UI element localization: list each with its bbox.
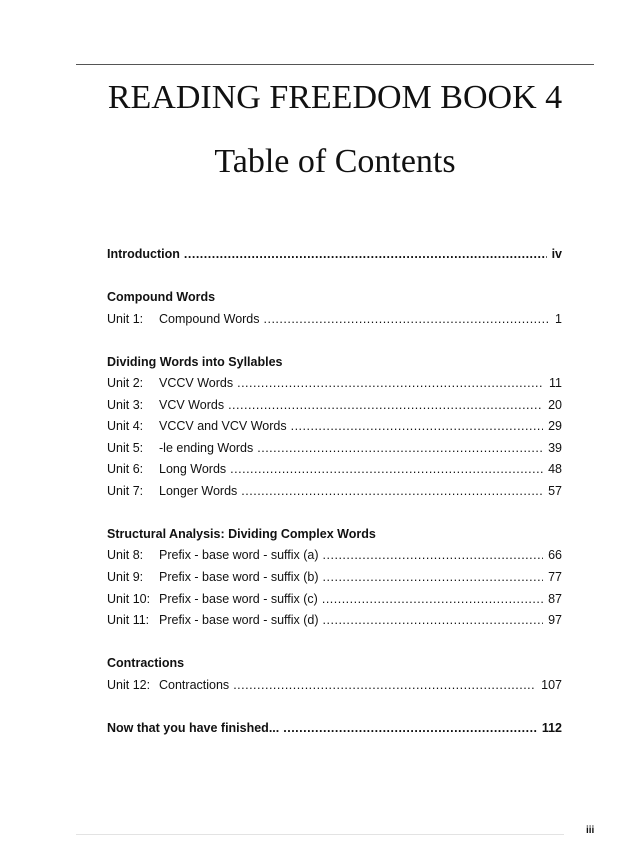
entry-page: 57: [548, 484, 562, 498]
entry-unit: Unit 5:: [107, 441, 144, 455]
entry-page: 29: [548, 419, 562, 433]
entry-title: Prefix - base word - suffix (d): [159, 613, 319, 627]
section-heading: Compound Words: [107, 290, 216, 304]
toc-entry: [107, 397, 562, 413]
toc-entry-introduction: [107, 246, 562, 262]
section-heading: Contractions: [107, 656, 185, 670]
toc-heading: Table of Contents: [214, 143, 456, 180]
toc-entry: [107, 418, 562, 434]
page-number: iii: [586, 825, 595, 836]
entry-page: 11: [549, 376, 562, 390]
entry-unit: Unit 8:: [107, 548, 144, 562]
dot-leader: [228, 397, 543, 413]
bottom-rule: [76, 834, 564, 835]
entry-unit: Unit 9:: [107, 570, 144, 584]
dot-leader: [184, 246, 547, 262]
entry-title: Longer Words: [159, 484, 238, 498]
dot-leader: [241, 483, 543, 499]
entry-unit: Unit 7:: [107, 484, 144, 498]
entry-title: Compound Words: [159, 312, 260, 326]
entry-title: Now that you have finished...: [107, 721, 280, 735]
toc-entry: [107, 461, 562, 477]
dot-leader: [264, 311, 551, 327]
entry-page: 1: [555, 312, 562, 326]
entry-page: iv: [551, 247, 562, 261]
dot-leader: [237, 375, 544, 391]
entry-unit: Unit 11:: [107, 613, 150, 627]
dot-leader: [322, 591, 543, 607]
toc-entry: [107, 677, 562, 693]
entry-unit: Unit 10:: [107, 592, 151, 606]
entry-title: Prefix - base word - suffix (a): [159, 548, 319, 562]
entry-page: 87: [548, 592, 562, 606]
book-title: READING FREEDOM BOOK 4: [107, 79, 563, 116]
table-of-contents: [107, 0, 562, 862]
toc-entry: [107, 375, 562, 391]
dot-leader: [283, 720, 537, 736]
entry-unit: Unit 6:: [107, 462, 144, 476]
toc-entry: [107, 547, 562, 563]
entry-title: Long Words: [159, 462, 227, 476]
entry-unit: Unit 12:: [107, 678, 151, 692]
dot-leader: [233, 677, 536, 693]
section-heading: Dividing Words into Syllables: [107, 355, 283, 369]
entry-unit: Unit 3:: [107, 398, 144, 412]
entry-title: Contractions: [159, 678, 230, 692]
toc-entry: [107, 569, 562, 585]
dot-leader: [323, 612, 544, 628]
toc-entry: [107, 483, 562, 499]
entry-title: Prefix - base word - suffix (b): [159, 570, 319, 584]
entry-page: 77: [548, 570, 562, 584]
entry-page: 107: [541, 678, 562, 692]
entry-title: -le ending Words: [159, 441, 254, 455]
dot-leader: [323, 569, 544, 585]
entry-page: 20: [548, 398, 562, 412]
entry-title: Prefix - base word - suffix (c): [159, 592, 318, 606]
dot-leader: [257, 440, 543, 456]
entry-page: 48: [548, 462, 562, 476]
entry-title: VCCV Words: [159, 376, 234, 390]
entry-title: Introduction: [107, 247, 180, 261]
entry-unit: Unit 4:: [107, 419, 144, 433]
entry-unit: Unit 1:: [107, 312, 144, 326]
dot-leader: [230, 461, 543, 477]
toc-entry: [107, 311, 562, 327]
entry-unit: Unit 2:: [107, 376, 144, 390]
toc-entry: [107, 591, 562, 607]
section-heading: Structural Analysis: Dividing Complex Words: [107, 527, 376, 541]
toc-entry: [107, 440, 562, 456]
entry-title: VCCV and VCV Words: [159, 419, 287, 433]
toc-entry: [107, 612, 562, 628]
entry-page: 97: [548, 613, 562, 627]
entry-title: VCV Words: [159, 398, 225, 412]
entry-page: 66: [548, 548, 562, 562]
entry-page: 39: [548, 441, 562, 455]
toc-entry-closing: [107, 720, 562, 736]
dot-leader: [323, 547, 544, 563]
entry-page: 112: [541, 721, 562, 735]
dot-leader: [291, 418, 543, 434]
